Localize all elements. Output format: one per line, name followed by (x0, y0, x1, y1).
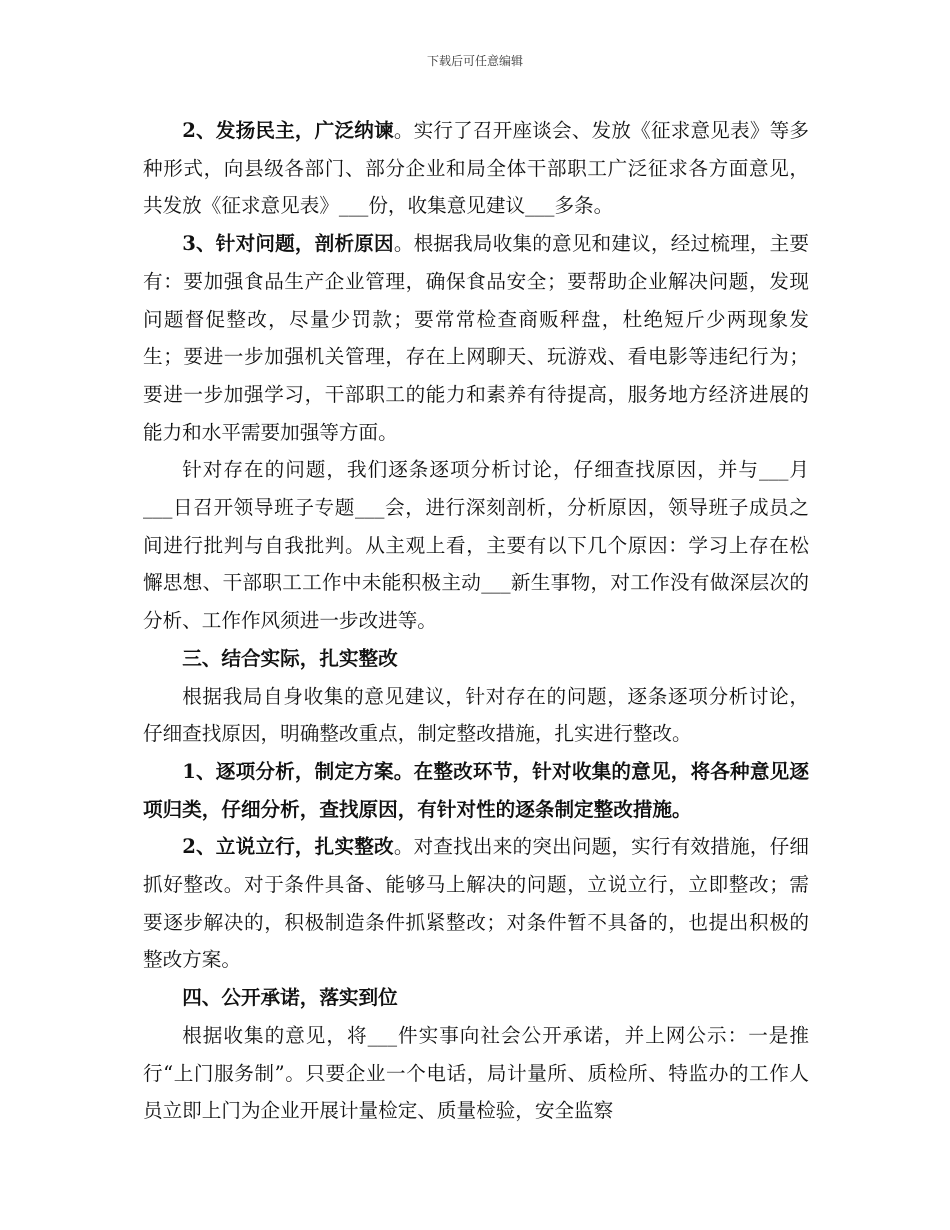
paragraph-7-lead: 2、立说立行，扎实整改 (182, 835, 394, 859)
paragraph-1-text: 。实行了召开座谈会、发放《征求意见表》等多种形式，向县级各部门、部分企业和局全体干部职工广泛征求各方面意见，共发放《征求意见表》___份，收集意见建议___多条。 (143, 119, 810, 218)
paragraph-6-lead: 1、逐项分析，制定方案。在整改环节，针对收集的意见，将各种意见逐项归类，仔细分析，查找原因，有针对性的逐条制定整改措施。 (143, 759, 809, 821)
section-heading-4-text: 四、公开承诺，落实到位 (182, 986, 398, 1010)
section-heading-3 (143, 640, 809, 678)
paragraph-6 (143, 753, 809, 828)
page-header: 下载后可任意编辑 (426, 54, 523, 68)
paragraph-1-lead: 2、发扬民主，广泛纳谏 (182, 119, 394, 142)
paragraph-5-text: 根据我局自身收集的意见建议，针对存在的问题，逐条逐项分析讨论，仔细查找原因，明确整改重点，制定整改措施，扎实进行整改。 (143, 684, 809, 746)
paragraph-3-text: 针对存在的问题，我们逐条逐项分析讨论，仔细查找原因，并与___月___日召开领导班子专题___会，进行深刻剖析，分析原因，领导班子成员之间进行批判与自我批判。从主观上看，主要有以下几个原因：学习上存在松懈思想、干部职工工作中未能积极主动___新生事物，对工作没有做深层次的分析、工作作风须进一步改进等。 (143, 458, 809, 633)
document-body (143, 112, 809, 1130)
paragraph-1 (143, 112, 809, 225)
paragraph-5 (143, 678, 809, 753)
paragraph-9-text: 根据收集的意见，将___件实事向社会公开承诺，并上网公示：一是推行“上门服务制”。只要企业一个电话，局计量所、质检所、特监办的工作人员立即上门为企业开展计量检定、质量检验，安全监察 (143, 1023, 809, 1123)
section-heading-3-text: 三、结合实际，扎实整改 (182, 646, 398, 670)
paragraph-9 (143, 1017, 809, 1130)
paragraph-2-text: 。根据我局收集的意见和建议，经过梳理，主要有：要加强食品生产企业管理，确保食品安全；要帮助企业解决问题，发现问题督促整改，尽量少罚款；要常常检查商贩秤盘，杜绝短斤少两现象发生；要进一步加强机关管理，存在上网聊天、玩游戏、看电影等违纪行为；要进一步加强学习，干部职工的能力和素养有待提高，服务地方经济进展的能力和水平需要加强等方面。 (143, 232, 810, 444)
paragraph-7-text: 。对查找出来的突出问题，实行有效措施，仔细抓好整改。对于条件具备、能够马上解决的问题，立说立行，立即整改；需要逐步解决的，积极制造条件抓紧整改；对条件暂不具备的，也提出积极的整改方案。 (143, 835, 810, 972)
paragraph-2-lead: 3、针对问题，剖析原因 (182, 232, 394, 256)
section-heading-4 (143, 979, 809, 1017)
paragraph-2 (143, 225, 809, 451)
paragraph-7 (143, 828, 809, 979)
paragraph-3 (143, 451, 809, 640)
